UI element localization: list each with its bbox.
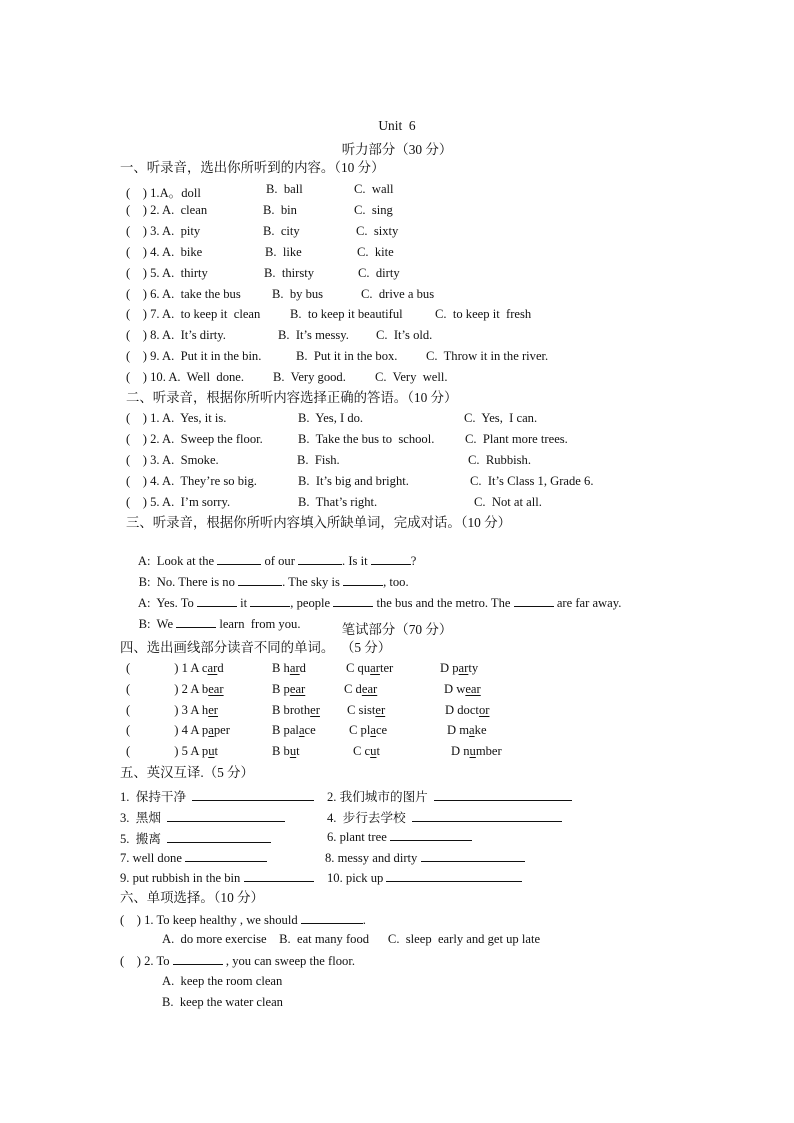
underlined-part: ar — [370, 661, 380, 675]
opt-text: D doct — [445, 703, 479, 717]
underlined-part: a — [298, 723, 305, 737]
opt-text: D n — [451, 744, 470, 758]
opt-text: c — [201, 661, 208, 675]
underlined-part: a — [469, 723, 475, 737]
s4-num: ( ) 4 A — [126, 723, 202, 737]
dialogue-text: it — [236, 596, 251, 610]
answer-blank[interactable] — [421, 849, 525, 862]
s1-q5-b: B. thirsty — [264, 266, 315, 280]
s5-item-4 — [327, 807, 562, 826]
s1-q8-c: C. It’s old. — [376, 328, 433, 342]
writing-part-title: 笔试部分（70 分） — [341, 622, 453, 637]
opt-text: d — [217, 661, 224, 675]
underlined-part: ear — [361, 682, 378, 696]
opt-text: B pal — [272, 723, 299, 737]
dialogue-text: the bus and the metro. The — [373, 596, 514, 610]
answer-blank[interactable] — [185, 849, 267, 862]
s1-q4-b: B. like — [265, 245, 302, 259]
s5-text: 5. 搬离 — [120, 832, 161, 846]
s4-num: ( ) 2 A — [126, 682, 202, 696]
s1-q4-c: C. kite — [357, 245, 394, 259]
s1-q4-lead: ( ) 4. A. bike — [126, 245, 203, 259]
s6-question-2 — [120, 952, 355, 969]
section2-heading: 二、听录音，根据你所听内容选择正确的答语。（10 分） — [126, 390, 458, 405]
s1-q2-c: C. sing — [354, 203, 393, 217]
underlined-part: a — [208, 723, 214, 737]
dialogue-text: A: Look at the — [137, 554, 218, 568]
underlined-part: er — [310, 703, 320, 717]
dialogue-text: B: No. There is no — [138, 575, 239, 589]
s5-item-2 — [327, 786, 572, 805]
s4-row-4-b — [272, 723, 316, 738]
s5-text: 2. 我们城市的图片 — [327, 790, 428, 804]
opt-text: D p — [440, 661, 459, 675]
opt-text: p — [201, 723, 209, 737]
opt-text: C pl — [349, 723, 371, 737]
underlined-part: ear — [289, 682, 306, 696]
opt-text: d — [299, 661, 306, 675]
s1-q7-c: C. to keep it fresh — [435, 307, 532, 321]
s2-q1-lead: ( ) 1. A. Yes, it is. — [126, 411, 227, 425]
opt-text: B h — [272, 661, 290, 675]
opt-text: C qu — [346, 661, 371, 675]
answer-blank[interactable] — [192, 788, 314, 801]
s6-q1-options: A. do more exercise B. eat many food C. sleep early and get up late — [162, 932, 541, 946]
opt-text: t — [214, 744, 219, 758]
s2-q5-lead: ( ) 5. A. I’m sorry. — [126, 495, 231, 509]
s2-q5-b: B. That’s right. — [298, 495, 378, 509]
opt-text: per — [213, 723, 230, 737]
s1-q9-b: B. Put it in the box. — [296, 349, 398, 363]
opt-text: t — [296, 744, 300, 758]
s1-q10-b: B. Very good. — [273, 370, 346, 384]
s4-row-3 — [126, 703, 218, 718]
answer-blank[interactable] — [412, 809, 562, 822]
s6-q2-end: , you can sweep the floor. — [222, 954, 355, 968]
underlined-part: u — [370, 744, 377, 758]
dialogue-text: are far away. — [553, 596, 622, 610]
underlined-part: u — [208, 744, 215, 758]
blank[interactable] — [514, 594, 554, 607]
s4-row-4-d — [447, 723, 487, 738]
s4-num: ( ) 3 A — [126, 703, 202, 717]
dialogue-text: B: We — [138, 617, 177, 631]
s1-q1-b: B. ball — [266, 182, 303, 196]
underlined-part: u — [469, 744, 476, 758]
s2-q3-b: B. Fish. — [297, 453, 340, 467]
dialogue-text: of our — [261, 554, 299, 568]
underlined-part: ar — [207, 661, 218, 675]
s5-item-5 — [120, 828, 271, 847]
dialogue-text: learn from you. — [216, 617, 301, 631]
underlined-part: er — [208, 703, 219, 717]
underlined-part: ar — [289, 661, 300, 675]
s1-q9-c: C. Throw it in the river. — [426, 349, 549, 363]
s5-item-9 — [120, 869, 314, 886]
opt-text: mber — [475, 744, 502, 758]
s5-text: 4. 步行去学校 — [327, 811, 406, 825]
s4-row-3-b — [272, 703, 320, 718]
s5-text: 1. 保持干净 — [120, 790, 187, 804]
s4-num: ( ) 1 A — [126, 661, 202, 675]
s4-row-4-c — [349, 723, 387, 738]
s6-q2-option-a: A. keep the room clean — [162, 974, 283, 988]
opt-text: D m — [447, 723, 470, 737]
dialogue-text: . Is it — [342, 554, 371, 568]
s5-text: 10. pick up — [327, 871, 384, 885]
answer-blank[interactable] — [167, 830, 271, 843]
dialogue-text: , people — [290, 596, 334, 610]
s4-row-1-c — [346, 661, 393, 676]
s4-row-1-d — [440, 661, 478, 676]
s4-row-1 — [126, 661, 224, 676]
opt-text: B p — [272, 682, 290, 696]
s4-row-2-b — [272, 682, 305, 697]
s2-q1-c: C. Yes, I can. — [464, 411, 538, 425]
s5-text: 8. messy and dirty — [325, 851, 418, 865]
s1-q7-b: B. to keep it beautiful — [290, 307, 403, 321]
opt-text: ce — [304, 723, 316, 737]
s5-text: 7. well done — [120, 851, 182, 865]
answer-blank[interactable] — [244, 869, 314, 882]
s1-q3-c: C. sixty — [356, 224, 399, 238]
s1-q10-lead: ( ) 10. A. Well done. — [126, 370, 245, 384]
s4-row-5-c — [353, 744, 380, 759]
s1-q8-lead: ( ) 8. A. It’s dirty. — [126, 328, 226, 342]
s5-item-3 — [120, 807, 285, 826]
s6-q1-end: . — [362, 913, 366, 927]
s2-q4-lead: ( ) 4. A. They’re so big. — [126, 474, 257, 488]
section1-heading: 一、听录音，选出你所听到的内容。（10 分） — [120, 160, 385, 175]
unit-title: Unit 6 — [378, 118, 416, 133]
s1-q7-lead: ( ) 7. A. to keep it clean — [126, 307, 261, 321]
s1-q6-lead: ( ) 6. A. take the bus — [126, 287, 241, 301]
s1-q5-lead: ( ) 5. A. thirty — [126, 266, 208, 280]
s4-row-5-b — [272, 744, 300, 759]
s5-item-7 — [120, 849, 267, 866]
opt-text: C c — [353, 744, 371, 758]
s1-q10-c: C. Very well. — [375, 370, 448, 384]
listening-part-title: 听力部分（30 分） — [341, 142, 453, 157]
opt-text: h — [201, 703, 209, 717]
s6-question-1 — [120, 911, 366, 928]
underlined-part: or — [478, 703, 490, 717]
answer-blank[interactable] — [173, 952, 223, 965]
underlined-part: er — [375, 703, 386, 717]
opt-text: ce — [375, 723, 388, 737]
opt-text: C d — [344, 682, 362, 696]
opt-text: ter — [379, 661, 394, 675]
s2-q1-b: B. Yes, I do. — [298, 411, 364, 425]
s1-q2-lead: ( ) 2. A. clean — [126, 203, 208, 217]
s4-num: ( ) 5 A — [126, 744, 202, 758]
s5-item-1 — [120, 786, 314, 805]
s4-row-2-c — [344, 682, 377, 697]
underlined-part: ear — [208, 682, 224, 696]
s1-q3-lead: ( ) 3. A. pity — [126, 224, 201, 238]
opt-text: ty — [468, 661, 479, 675]
s4-row-5-d — [451, 744, 502, 759]
underlined-part: u — [289, 744, 297, 758]
s4-row-2 — [126, 682, 224, 697]
s5-text: 9. put rubbish in the bin — [120, 871, 241, 885]
dialogue-text: ? — [410, 554, 417, 568]
dialogue-text: , too. — [383, 575, 409, 589]
s4-row-3-d — [445, 703, 489, 718]
s4-row-5 — [126, 744, 218, 759]
opt-text: B b — [272, 744, 290, 758]
section5-heading: 五、英汉互译.（5 分） — [120, 765, 254, 780]
s6-q2-text: ( ) 2. To — [120, 954, 173, 968]
s1-q6-c: C. drive a bus — [361, 287, 435, 301]
opt-text: C sist — [347, 703, 376, 717]
s5-item-10 — [327, 869, 522, 886]
s2-q4-c: C. It’s Class 1, Grade 6. — [470, 474, 594, 488]
answer-blank[interactable] — [301, 911, 363, 924]
s1-q6-b: B. by bus — [272, 287, 324, 301]
answer-blank[interactable] — [167, 809, 285, 822]
opt-text: b — [201, 682, 209, 696]
s4-row-1-b — [272, 661, 306, 676]
section3-heading: 三、听录音，根据你所听内容填入所缺单词，完成对话。（10 分） — [126, 515, 511, 530]
dialogue-text: . The sky is — [282, 575, 344, 589]
opt-text: ke — [474, 723, 487, 737]
answer-blank[interactable] — [390, 828, 472, 841]
s5-item-8 — [325, 849, 525, 866]
s2-q3-lead: ( ) 3. A. Smoke. — [126, 453, 219, 467]
answer-blank[interactable] — [386, 869, 522, 882]
s2-q3-c: C. Rubbish. — [468, 453, 531, 467]
section4-heading: 四、选出画线部分读音不同的单词。 （5 分） — [120, 640, 392, 655]
s2-q2-lead: ( ) 2. A. Sweep the floor. — [126, 432, 263, 446]
s4-row-3-c — [347, 703, 385, 718]
underlined-part: ar — [458, 661, 469, 675]
underlined-part: ear — [465, 682, 481, 696]
s5-text: 6. plant tree — [327, 830, 387, 844]
s6-q1-text: ( ) 1. To keep healthy , we should — [120, 913, 301, 927]
blank[interactable] — [333, 594, 373, 607]
s1-q5-c: C. dirty — [358, 266, 400, 280]
s1-q9-lead: ( ) 9. A. Put it in the bin. — [126, 349, 262, 363]
opt-text: D w — [444, 682, 466, 696]
s1-q1-lead: ( ) 1.A。doll — [126, 186, 201, 200]
s1-q3-b: B. city — [263, 224, 300, 238]
s2-q4-b: B. It’s big and bright. — [298, 474, 409, 488]
s1-q1-c: C. wall — [354, 182, 394, 196]
s1-q8-b: B. It’s messy. — [278, 328, 349, 342]
s2-q5-c: C. Not at all. — [474, 495, 542, 509]
answer-blank[interactable] — [434, 788, 572, 801]
dialogue-text: A: Yes. To — [137, 596, 197, 610]
s4-row-4 — [126, 723, 230, 738]
underlined-part: a — [370, 723, 376, 737]
s2-q2-c: C. Plant more trees. — [465, 432, 568, 446]
opt-text: B broth — [272, 703, 311, 717]
opt-text: t — [376, 744, 380, 758]
s2-q2-b: B. Take the bus to school. — [298, 432, 435, 446]
section6-heading: 六、单项选择。（10 分） — [120, 890, 264, 905]
s5-text: 3. 黑烟 — [120, 811, 161, 825]
s1-q2-b: B. bin — [263, 203, 297, 217]
opt-text: p — [201, 744, 209, 758]
s4-row-2-d — [444, 682, 481, 697]
s5-item-6 — [327, 828, 472, 845]
s6-q2-option-b: B. keep the water clean — [162, 995, 283, 1009]
